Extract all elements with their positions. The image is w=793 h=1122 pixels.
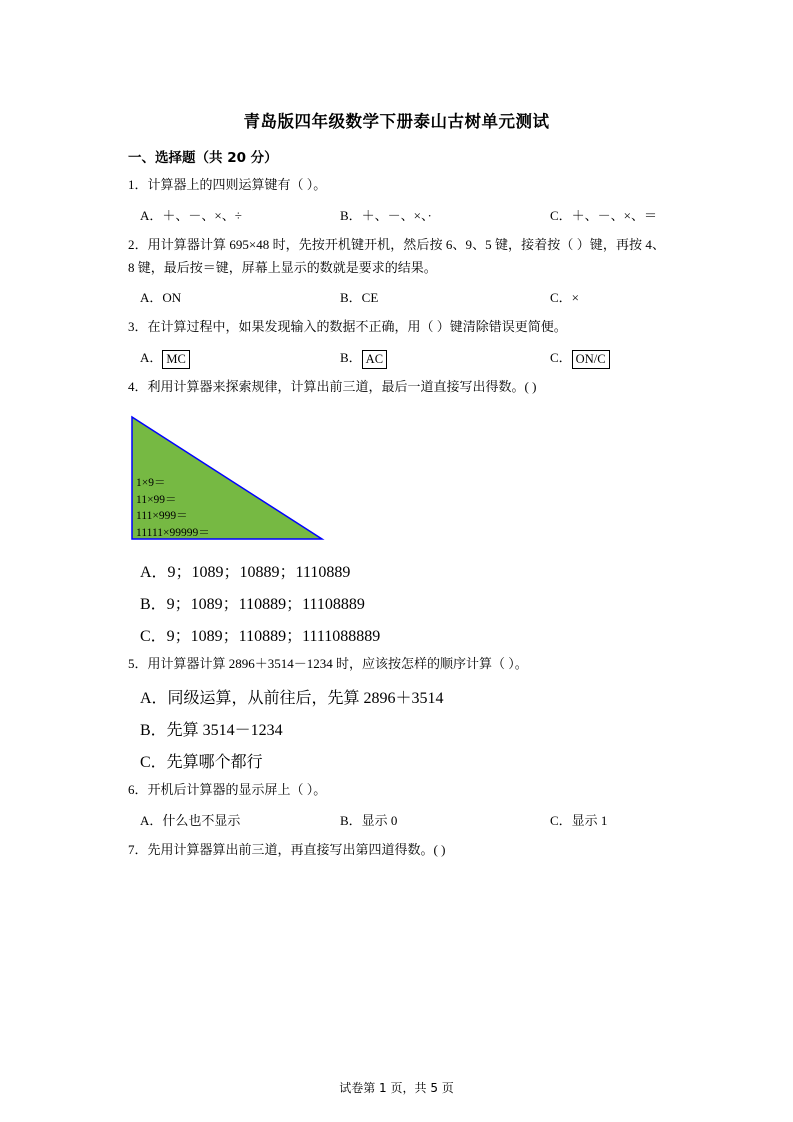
option-item[interactable]: B．先算 3514－1234 (140, 721, 283, 739)
calculator-key-onc[interactable]: ON/C (572, 350, 610, 369)
option-item[interactable]: B．CE (340, 290, 379, 306)
option-item[interactable]: B．9；1089；110889；11108889 (140, 596, 365, 614)
question-text: 4．利用计算器来探索规律，计算出前三道，最后一道直接写出得数。( ) (128, 379, 537, 395)
option-label: A． (140, 350, 163, 366)
option-item[interactable]: B．＋、－、×、· (340, 207, 432, 223)
question-options (128, 205, 665, 227)
option-item[interactable]: C．＋、－、×、＝ (550, 207, 658, 223)
expression-line: 11111×99999＝ (136, 527, 210, 540)
option-label: B． (340, 350, 362, 366)
question-options (128, 559, 665, 646)
option-item[interactable] (340, 347, 550, 369)
triangle-expressions (136, 475, 210, 542)
question-options (128, 347, 665, 369)
triangle-figure (128, 413, 665, 549)
expression-line: 111×999＝ (136, 510, 188, 523)
question-text: 1．计算器上的四则运算键有（ ）。 (128, 177, 327, 192)
question-text: 7．先用计算器算出前三道，再直接写出第四道得数。( ) (128, 841, 446, 857)
option-item[interactable]: A．9；1089；10889；1110889 (140, 564, 351, 582)
question-text: 2．用计算器计算 695×48 时，先按开机键开机，然后按 6、9、5 键，接着按（ ）键，再按 4、8 键，最后按＝键，屏幕上显示的数就是要求的结果。 (128, 236, 665, 275)
question-options (128, 810, 665, 832)
option-item[interactable]: C．显示 1 (550, 812, 608, 828)
option-item[interactable]: C．9；1089；110889；1111088889 (140, 628, 381, 646)
option-item[interactable]: A．ON (140, 290, 182, 306)
option-item[interactable]: A．什么也不显示 (140, 812, 241, 828)
calculator-key-ac[interactable]: AC (362, 350, 387, 369)
question-options (128, 287, 665, 309)
question-text: 6．开机后计算器的显示屏上（ ）。 (128, 781, 327, 797)
option-item[interactable] (550, 347, 610, 369)
option-item[interactable] (128, 347, 340, 369)
option-item[interactable]: C．× (550, 290, 580, 306)
question-options (128, 685, 665, 772)
option-item[interactable]: A．＋、－、×、÷ (140, 207, 242, 223)
question-text: 5．用计算器计算 2896＋3514－1234 时，应该按怎样的顺序计算（ ）。 (128, 656, 528, 672)
option-label: C． (550, 350, 572, 366)
option-item[interactable]: B．显示 0 (340, 812, 398, 828)
page-footer: 试卷第 1 页，共 5 页 (339, 1081, 454, 1095)
expression-line: 1×9＝ (136, 477, 166, 490)
calculator-key-mc[interactable]: MC (162, 350, 189, 369)
expression-line: 11×99＝ (136, 493, 177, 506)
option-item[interactable]: A．同级运算，从前往后，先算 2896＋3514 (140, 689, 444, 707)
section-heading: 一、选择题（共 20 分） (128, 150, 278, 166)
question-text: 3．在计算过程中，如果发现输入的数据不正确，用（ ）键清除错误更简便。 (128, 319, 567, 335)
page-title: 青岛版四年级数学下册泰山古树单元测试 (243, 112, 550, 131)
option-item[interactable]: C．先算哪个都行 (140, 753, 263, 771)
